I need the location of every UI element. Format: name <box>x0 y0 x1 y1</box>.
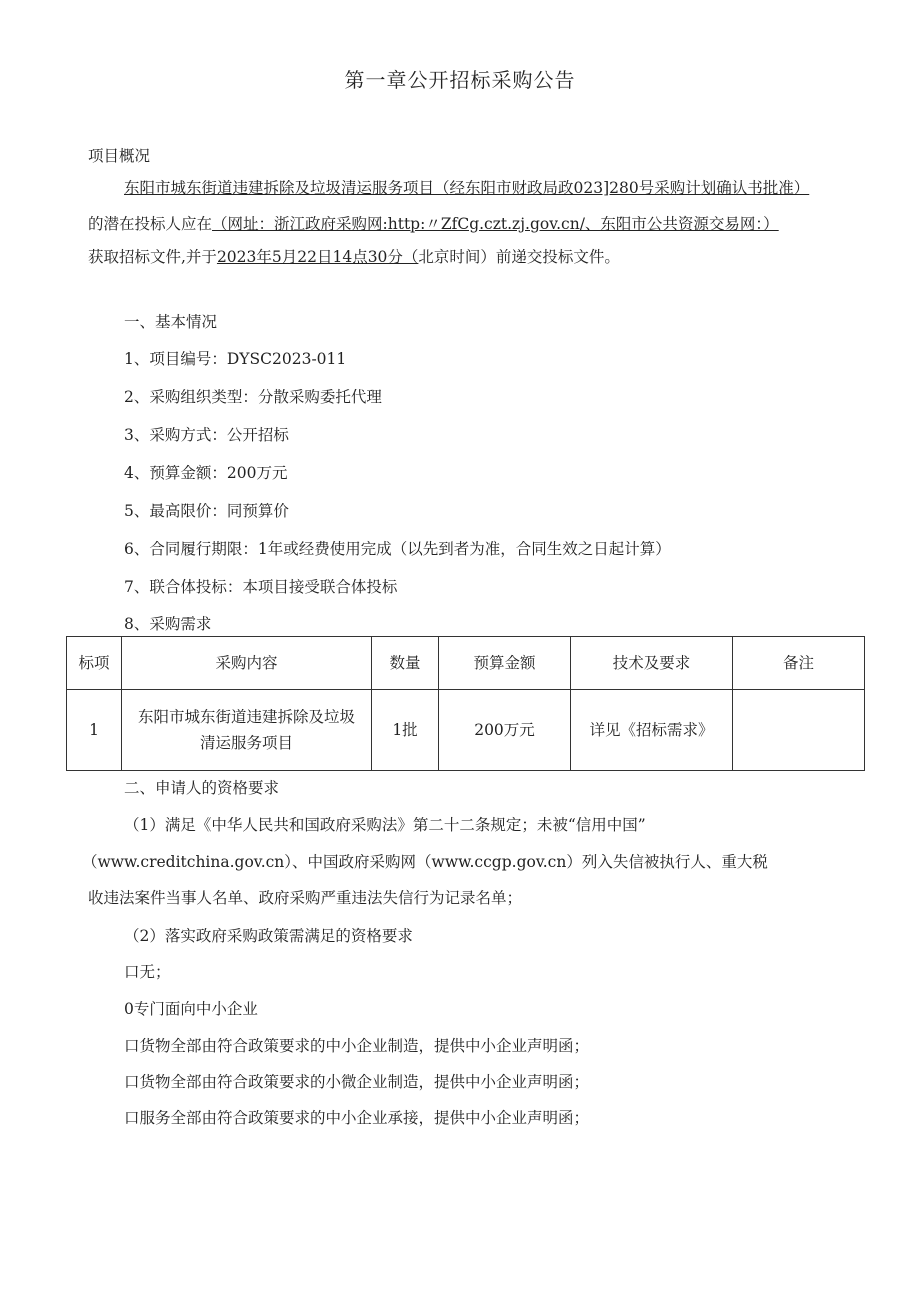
table-header-row <box>67 637 865 690</box>
overview-line-3-prefix: 获取招标文件,并于 <box>88 248 217 266</box>
header-content: 采购内容 <box>122 637 372 690</box>
basic-item-procurement-method: 3、采购方式：公开招标 <box>124 426 289 444</box>
header-note: 备注 <box>733 637 865 690</box>
option-goods-micro: 口货物全部由符合政策要求的小微企业制造，提供中小企业声明函； <box>124 1073 590 1091</box>
table-row <box>67 690 865 771</box>
overview-line-2 <box>88 214 779 234</box>
basic-item-max-price: 5、最高限价：同预算价 <box>124 502 289 520</box>
overview-heading: 项目概况 <box>88 147 151 165</box>
basic-item-requirements: 8、采购需求 <box>124 615 212 633</box>
basic-item-contract-period: 6、合同履行期限：1年或经费使用完成（以先到者为准，合同生效之日起计算） <box>124 540 671 558</box>
cell-budget: 200万元 <box>439 690 571 771</box>
qualification-heading: 二、申请人的资格要求 <box>124 779 280 797</box>
header-tech: 技术及要求 <box>571 637 733 690</box>
basic-item-organization-type: 2、采购组织类型：分散采购委托代理 <box>124 388 382 406</box>
cell-content-line-2: 清运服务项目 <box>199 734 293 752</box>
option-sme-only: 0专门面向中小企业 <box>124 1000 258 1018</box>
qualification-item-1-line-2: （www.creditchina.gov.cn）、中国政府采购网（www.ccgp.gov.cn）列入失信被执行人、重大税 <box>82 853 768 871</box>
overview-line-3 <box>88 247 620 267</box>
basic-heading: 一、基本情况 <box>124 313 218 331</box>
basic-item-project-number: 1、项目编号：DYSC2023-011 <box>124 350 347 368</box>
qualification-item-1-line-3: 收违法案件当事人名单、政府采购严重违法失信行为记录名单； <box>88 889 523 907</box>
website-link[interactable]: （网址：浙江政府采购网:http:〃ZfCg.czt.zj.gov.cn/、东阳市公共资源交易网：） <box>212 215 779 233</box>
qualification-item-1-line-1: （1）满足《中华人民共和国政府采购法》第二十二条规定；未被“信用中国” <box>124 816 646 834</box>
basic-item-consortium: 7、联合体投标：本项目接受联合体投标 <box>124 578 398 596</box>
cell-note <box>733 690 865 771</box>
qualification-item-2: （2）落实政府采购政策需满足的资格要求 <box>124 927 413 945</box>
page-title: 第一章公开招标采购公告 <box>344 68 576 92</box>
overview-line-3-suffix: 北京时间）前递交投标文件。 <box>418 248 620 266</box>
overview-line-1: 东阳市城东街道违建拆除及垃圾清运服务项目（经东阳市财政局政023]280号采购计划确认书批准） <box>124 179 810 197</box>
cell-content <box>122 690 372 771</box>
deadline: 2023年5月22日14点30分（ <box>216 248 419 266</box>
option-goods-sme: 口货物全部由符合政策要求的中小企业制造，提供中小企业声明函； <box>124 1037 590 1055</box>
cell-content-line-1: 东阳市城东街道违建拆除及垃圾 <box>137 708 355 726</box>
overview-line-2-prefix: 的潜在投标人应在 <box>88 215 213 233</box>
cell-quantity: 1批 <box>372 690 439 771</box>
option-none: 口无； <box>124 963 171 981</box>
cell-tech: 详见《招标需求》 <box>571 690 733 771</box>
header-index: 标项 <box>67 637 122 690</box>
requirements-table <box>66 636 865 771</box>
basic-item-budget: 4、预算金额：200万元 <box>124 464 288 482</box>
header-budget: 预算金额 <box>439 637 571 690</box>
option-service-sme: 口服务全部由符合政策要求的中小企业承接，提供中小企业声明函； <box>124 1109 590 1127</box>
cell-index: 1 <box>67 690 122 771</box>
header-quantity: 数量 <box>372 637 439 690</box>
